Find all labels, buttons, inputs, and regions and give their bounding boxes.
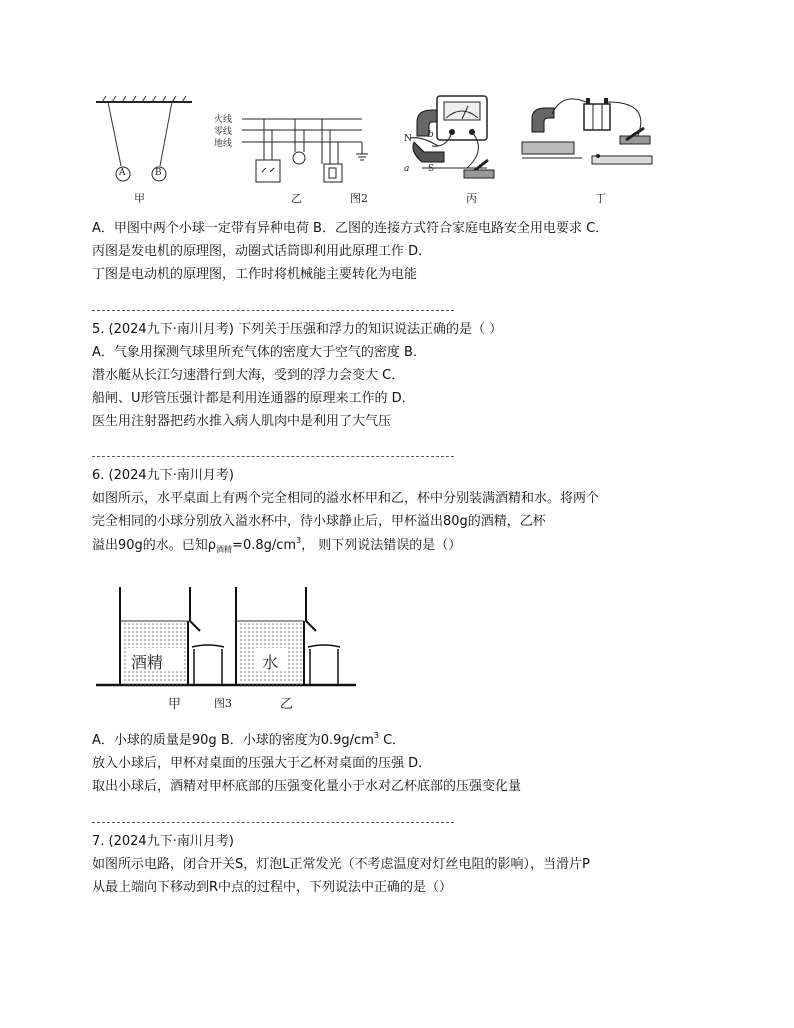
q6-stem-2: 完全相同的小球分别放入溢水杯中，待小球静止后，甲杯溢出80g的酒精，乙杯 bbox=[92, 514, 546, 529]
panel-jia-label: 甲 bbox=[134, 192, 145, 205]
q6-rho-subscript: 酒精 bbox=[216, 545, 233, 554]
q7-stem-2: 从最上端向下移动到R中点的过程中，下列说法中正确的是（） bbox=[92, 880, 453, 895]
q6-option-1-exponent: 3 bbox=[373, 731, 379, 740]
q6-option-1-pre: A．小球的质量是90g B．小球的密度为0.9g/cm bbox=[92, 733, 374, 748]
cup-jia-label: 甲 bbox=[168, 697, 182, 712]
alcohol-label: 酒精 bbox=[131, 653, 164, 672]
panel-yi-household-circuit bbox=[242, 119, 368, 182]
figure-2-panels bbox=[92, 92, 672, 205]
separator-3 bbox=[92, 822, 454, 823]
panel-bing-label: 丙 bbox=[466, 192, 477, 205]
q7-stem-1: 如图所示电路，闭合开关S，灯泡L正常发光（不考虑温度对灯丝电阻的影响），当滑片P bbox=[92, 857, 590, 872]
q5-line-d: 医生用注射器把药水推入病人肌肉中是利用了大气压 bbox=[92, 414, 392, 429]
figure-2-caption: 图2 bbox=[350, 192, 368, 205]
q6-stem-1: 如图所示，水平桌面上有两个完全相同的溢水杯甲和乙，杯中分别装满酒精和水。将两个 bbox=[92, 491, 600, 506]
q4-option-c: 丙图是发电机的原理图，动圈式话筒即利用此原理工作 D． bbox=[92, 244, 432, 259]
wire-zero-label: 零线 bbox=[214, 127, 233, 137]
water-label: 水 bbox=[262, 653, 279, 672]
separator-2 bbox=[92, 456, 454, 457]
wire-ground-label: 地线 bbox=[214, 139, 233, 149]
panel-ding-motor bbox=[522, 98, 652, 164]
figure-3-caption: 图3 bbox=[214, 697, 232, 710]
q6-header: 6. (2024九下·南川月考) bbox=[92, 468, 234, 483]
separator-1 bbox=[92, 310, 454, 311]
q6-option-1 bbox=[92, 733, 405, 749]
q6-option-3: 取出小球后，酒精对甲杯底部的压强变化量小于水对乙杯底部的压强变化量 bbox=[92, 779, 522, 794]
cup-yi bbox=[236, 587, 340, 685]
q5-line-b: 潜水艇从长江匀速潜行到大海，受到的浮力会变大 C． bbox=[92, 368, 405, 383]
panel-jia-balls bbox=[96, 96, 192, 181]
q6-option-1-post: C． bbox=[378, 733, 406, 748]
panel-ding-label: 丁 bbox=[595, 192, 606, 205]
q6-option-2: 放入小球后，甲杯对桌面的压强大于乙杯对桌面的压强 D． bbox=[92, 756, 432, 771]
panel-bing-generator bbox=[410, 96, 494, 178]
ball-a-label: A bbox=[119, 168, 126, 178]
figure-3-drawing bbox=[96, 583, 356, 708]
q4-option-d: 丁图是电动机的原理图，工作时将机械能主要转化为电能 bbox=[92, 267, 418, 282]
q7-header: 7. (2024九下·南川月考) bbox=[92, 834, 234, 849]
ball-b-label: B bbox=[155, 168, 162, 178]
coil-b-label: b bbox=[428, 130, 434, 140]
magnet-n-label: N bbox=[404, 134, 412, 144]
q5-line-a: A．气象用探测气球里所充气体的密度大于空气的密度 B． bbox=[92, 345, 426, 360]
q6-cm-exponent: 3 bbox=[296, 536, 302, 545]
q6-stem-3-mid: =0.8g/cm bbox=[232, 538, 297, 553]
q4-option-a: A．甲图中两个小球一定带有异种电荷 B．乙图的连接方式符合家庭电路安全用电要求 C． bbox=[92, 221, 609, 236]
q6-stem-3-pre: 溢出90g的水。已知ρ bbox=[92, 538, 217, 553]
q5-line-c: 船闸、U形管压强计都是利用连通器的原理来工作的 D． bbox=[92, 391, 415, 406]
q5-stem: 5. (2024九下·南川月考) 下列关于压强和浮力的知识说法正确的是（ ） bbox=[92, 322, 503, 337]
coil-a-label: a bbox=[404, 164, 410, 174]
wire-fire-label: 火线 bbox=[214, 115, 233, 125]
magnet-s-label: S bbox=[428, 164, 435, 174]
figure-3-overflow-cups bbox=[96, 583, 356, 712]
figure-2-drawing bbox=[92, 92, 672, 202]
q6-stem-3 bbox=[92, 538, 461, 554]
q6-stem-3-post: ， 则下列说法错误的是（） bbox=[301, 538, 462, 553]
panel-yi-label: 乙 bbox=[291, 192, 302, 205]
cup-yi-label: 乙 bbox=[280, 697, 294, 712]
